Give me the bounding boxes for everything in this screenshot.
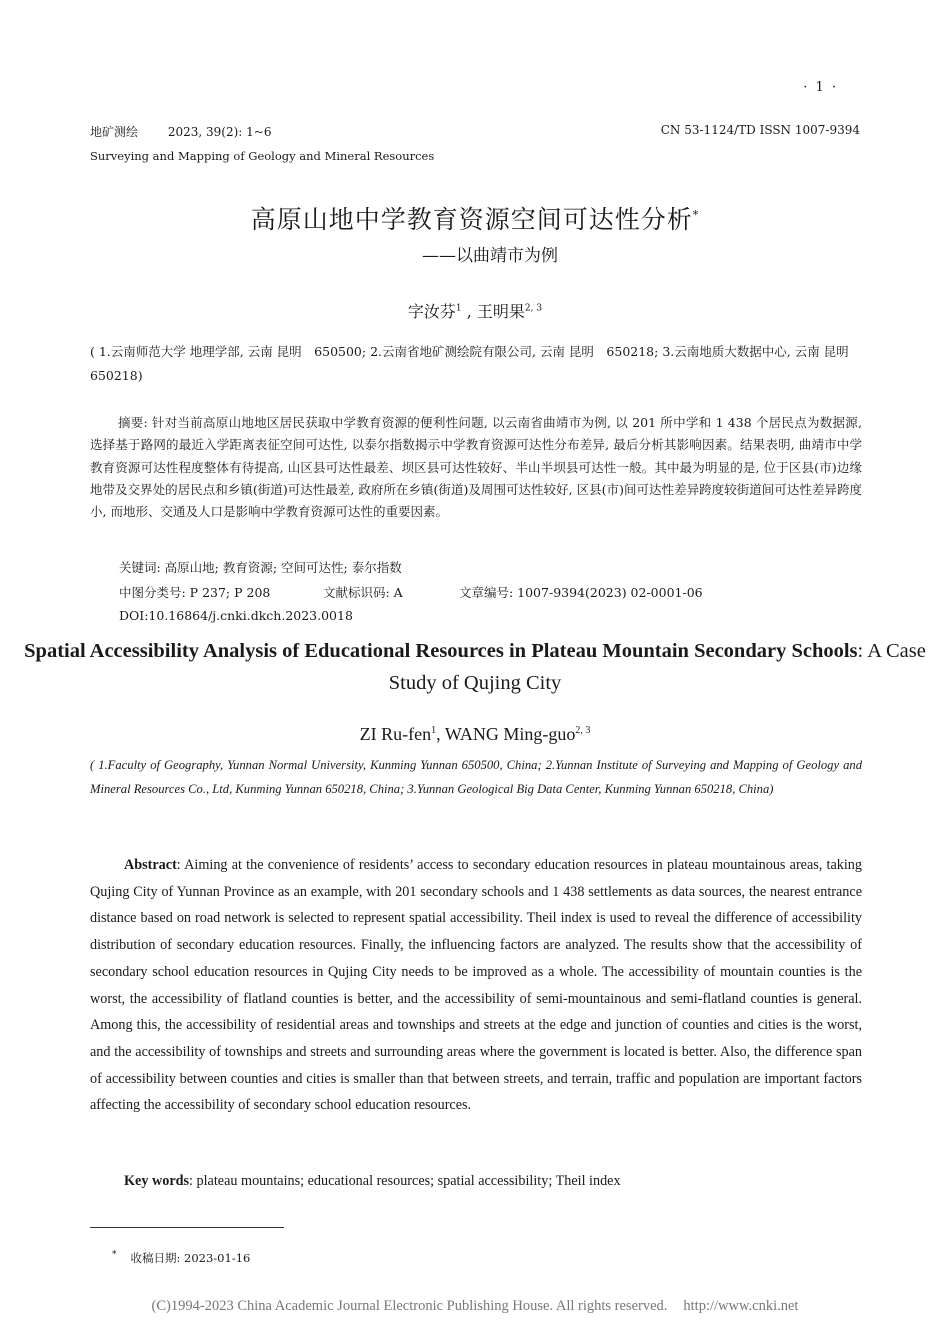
abstract-en <box>90 852 862 1119</box>
cnki-url: http://www.cnki.net <box>683 1298 799 1314</box>
footnote-mark: * <box>112 1250 117 1261</box>
title-cn-text: 高原山地中学教育资源空间可达性分析 <box>250 205 693 234</box>
footnote <box>112 1250 250 1266</box>
paper-title-cn <box>0 200 950 236</box>
paper-subtitle-cn: ——以曲靖市为例 <box>422 246 558 266</box>
author-2-en-sup: 2, 3 <box>575 725 591 736</box>
author-1-cn: 字汝芬 <box>407 302 456 321</box>
abstract-en-label: Abstract <box>124 857 177 873</box>
authors-cn <box>0 299 950 322</box>
author-2-en: WANG Ming-guo <box>444 724 576 744</box>
abstract-en-text: : Aiming at the convenience of residents’ access to secondary education resources in plateau mountainous areas, taking Qujing City of Yunnan Province as an example, with 201 secondary schools and 1 438 settlements as data sources, the nearest entrance distance based on road network is selected to represent spatial accessibility. Theil index is used to reveal the difference of accessibility distribution of secondary education resources. Finally, the influencing factors are analyzed. The results show that the accessibility of secondary school education resources in Qujing City needs to be improved as a whole. The accessibility of mountain counties is the worst, the accessibility of flatland counties is better, and the accessibility of semi-mountainous and semi-flatland counties is general. Among this, the accessibility of residential areas and townships and streets at the edge and junction of counties and cities is the worst, and the accessibility of townships and streets and surrounding areas where the government is located is better. Also, the difference span of accessibility between counties and cities is smaller than that between streets, and terrain, traffic and population are important factors affecting the accessibility of secondary school education resources. <box>90 857 862 1114</box>
page-number: · 1 · <box>803 80 838 95</box>
title-en-bold: Spatial Accessibility Analysis of Educational Resources in Plateau Mountain Secondary Schools <box>24 640 858 662</box>
keywords-en-label: Key words <box>124 1173 190 1189</box>
article-number: 文章编号: 1007-9394(2023) 02-0001-06 <box>458 585 703 600</box>
journal-header <box>90 123 271 140</box>
affiliation-cn: ( 1.云南师范大学 地理学部, 云南 昆明 650500; 2.云南省地矿测绘院有限公司, 云南 昆明 650218; 3.云南地质大数据中心, 云南 昆明 650218) <box>90 344 862 383</box>
author-2-sup: 2, 3 <box>524 303 543 314</box>
author-1-sup: 1 <box>455 303 462 314</box>
author-2-cn: 王明果 <box>476 302 525 321</box>
keywords-en-text: : plateau mountains; educational resources; spatial accessibility; Theil index <box>189 1173 621 1189</box>
doi: DOI:10.16864/j.cnki.dkch.2023.0018 <box>119 608 353 623</box>
journal-name-cn: 地矿测绘 <box>90 125 139 139</box>
author-1-en-sup: 1 <box>431 725 437 736</box>
paper-title-en <box>0 635 950 699</box>
received-date: 收稿日期: 2023-01-16 <box>130 1251 251 1265</box>
document-code: 文献标识码: A <box>322 585 403 600</box>
title-footnote-mark: * <box>692 208 700 222</box>
copyright-watermark <box>0 1298 950 1315</box>
abstract-cn: 摘要: 针对当前高原山地地区居民获取中学教育资源的便利性问题, 以云南省曲靖市为例, 以 201 所中学和 1 438 个居民点为数据源, 选择基于路网的最近入学距离表征空间可达性, 以泰尔指数揭示中学教育资源可达性分布差异, 最后分析其影响因素。结果表明, 曲靖市中学教育资源可达性程度整体有待提高, 山区县可达性最差、坝区县可达性较好、半山半坝县可达性一般。其中最为明显的是, 位于区县(市)边缘地带及交界处的居民点和乡镇(街道)可达性最差, 政府所在乡镇(街道)及周围可达性较好, 区县(市)间可达性差异跨度较街道间可达性差异跨度小, 而地形、交通及人口是影响中学教育资源可达性的重要因素。 <box>90 415 862 520</box>
author-en-separator: , <box>436 724 445 744</box>
classification-row <box>119 583 703 601</box>
journal-cn-issn: CN 53-1124/TD ISSN 1007-9394 <box>660 123 860 137</box>
clc-number: 中图分类号: P 237; P 208 <box>119 585 271 600</box>
keywords-cn: 关键词: 高原山地; 教育资源; 空间可达性; 泰尔指数 <box>119 560 402 575</box>
title-en-rest: : A Case Study of Qujing City <box>388 640 926 694</box>
journal-name-en: Surveying and Mapping of Geology and Mineral Resources <box>90 149 435 163</box>
author-separator: , <box>461 302 477 321</box>
affiliation-en: ( 1.Faculty of Geography, Yunnan Normal University, Kunming Yunnan 650500, China; 2.Yunnan Institute of Surveying and Mapping of Geology and Mineral Resources Co., Ltd, Kunming Yunnan 650218, China; 3.Yunnan Geological Big Data Center, Kunming Yunnan 650218, China) <box>90 758 862 796</box>
keywords-en <box>124 1173 621 1190</box>
journal-issue: 2023, 39(2): 1~6 <box>167 125 272 139</box>
footnote-divider <box>90 1227 284 1228</box>
copyright-text: (C)1994-2023 China Academic Journal Electronic Publishing House. All rights reserved. <box>151 1298 668 1314</box>
authors-en <box>0 724 950 745</box>
author-1-en: ZI Ru-fen <box>359 724 432 744</box>
